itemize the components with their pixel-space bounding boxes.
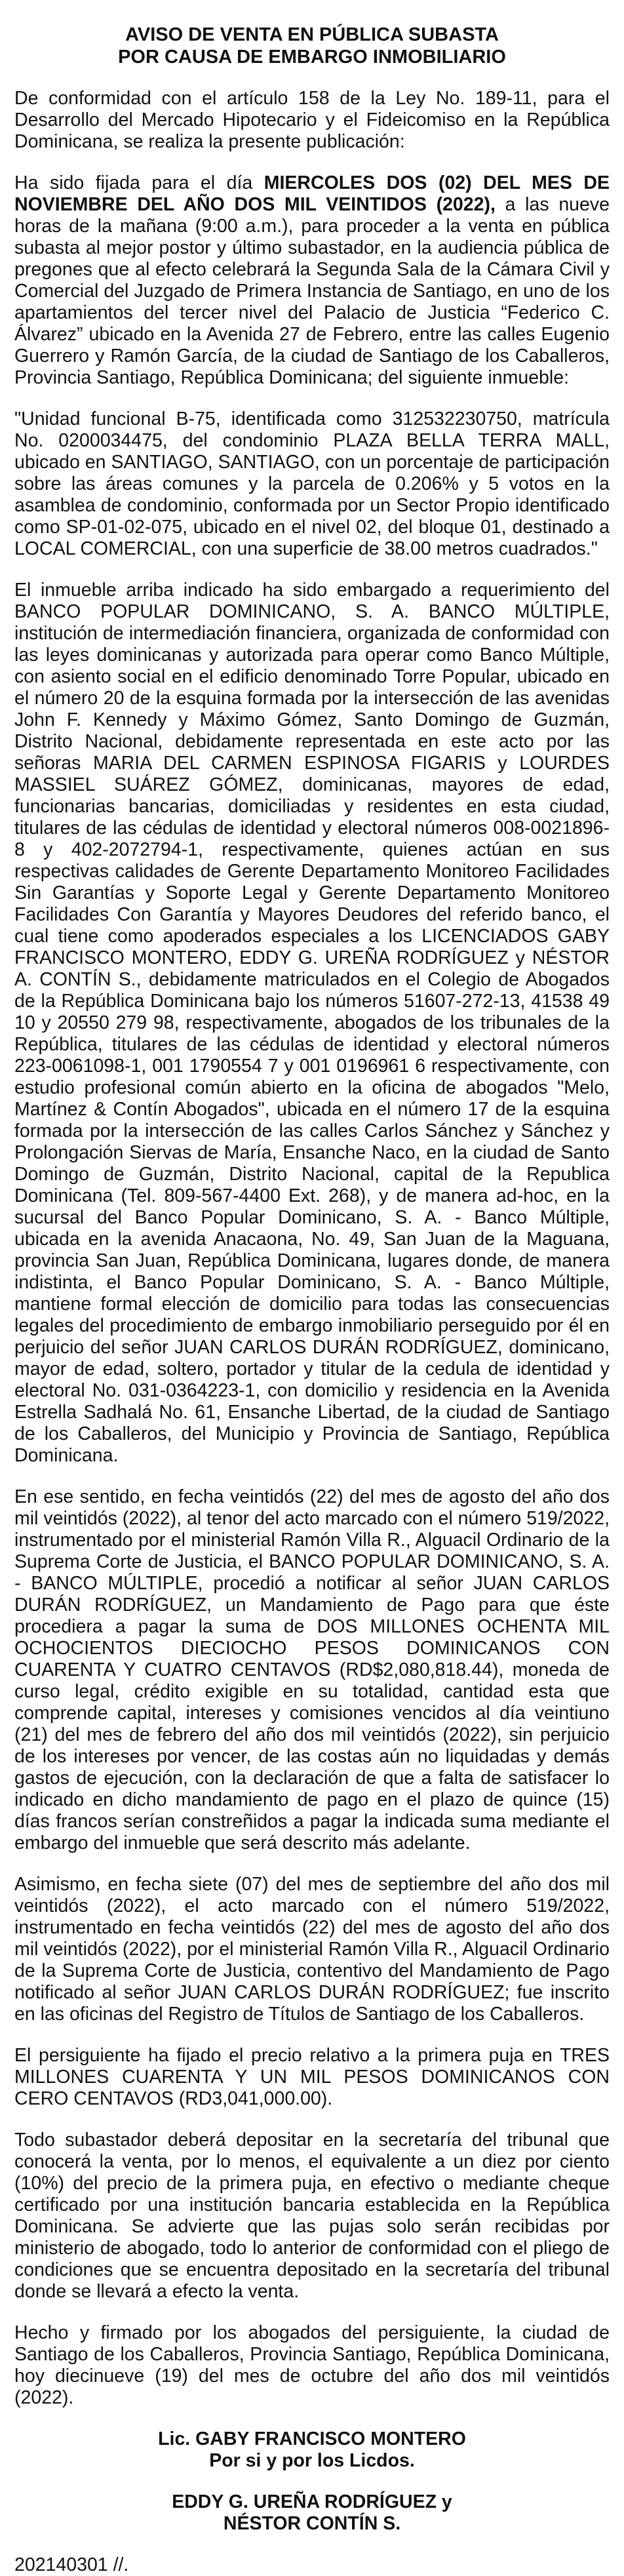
signature-block-2	[14, 2491, 610, 2535]
reference-number: 202140301 //.	[14, 2554, 129, 2575]
signature-2-name-cont: NÉSTOR CONTÍN S.	[223, 2513, 401, 2534]
payment-order-paragraph: En ese sentido, en fecha veintidós (22) del mes de agosto del año dos mil veintidós (2022), al tenor del acto marcado con el número 519/2022, instrumentado por el ministerial Ramón Villa R., Alguacil Ordinario de la Suprema Corte de Justicia, el BANCO POPULAR DOMINICANO, S. A. - BANCO MÚLTIPLE, procedió a notificar al señor JUAN CARLOS DURÁN RODRÍGUEZ, un Mandamiento de Pago para que éste procediera a pagar la suma de DOS MILLONES OCHENTA MIL OCHOCIENTOS DIECIOCHO PESOS DOMINICANOS CON CUARENTA Y CUATRO CENTAVOS (RD$2,080,818.44), moneda de curso legal, crédito exigible en su totalidad, cantidad esta que comprende capital, intereses y comisiones vencidos al día veintiuno (21) del mes de febrero del año dos mil veintidós (2022), sin perjuicio de los intereses por vencer, de las costas aún no liquidadas y demás gastos de ejecución, con la declaración de que a falta de satisfacer lo indicado en dicho mandamiento de pago en el plazo de quince (15) días francos serían constreñidos a pagar la indicada suma mediante el embargo del inmueble que será descrito más adelante.	[14, 1486, 610, 1853]
intro-paragraph: De conformidad con el artículo 158 de la Ley No. 189-11, para el Desarrollo del Mercado Hipotecario y el Fideicomiso en la República Dominicana, se realiza la presente publicación:	[14, 88, 610, 152]
auction-date-details: a las nueve horas de la mañana (9:00 a.m.), para proceder a la venta en pública subasta al mejor postor y último subastador, en la audiencia pública de pregones que al efecto celebrará la Segunda Sala de la Cámara Civil y Comercial del Juzgado de Primera Instancia de Santiago, en uno de los apartamientos del tercer nivel del Palacio de Justicia “Federico C. Álvarez” ubicado en la Avenida 27 de Febrero, entre las calles Eugenio Guerrero y Ramón García, de la ciudad de Santiago de los Caballeros, Provincia Santiago, República Dominicana; del siguiente inmueble:	[14, 194, 610, 388]
signing-date-paragraph: Hecho y firmado por los abogados del persiguiente, la ciudad de Santiago de los Caballeros, Provincia Santiago, República Dominicana, hoy diecinueve (19) del mes de octubre del año dos mil veintidós (2022).	[14, 2322, 610, 2408]
bidder-deposit-paragraph: Todo subastador deberá depositar en la secretaría del tribunal que conocerá la venta, por lo menos, el equivalente a un diez por ciento (10%) del precio de la primera puja, en efectivo o mediante cheque certificado por una institución bancaria establecida en la República Dominicana. Se advierte que las pujas solo serán recibidas por ministerio de abogado, todo lo anterior de conformidad con el pliego de condiciones que se encuentra depositado en la secretaría del tribunal donde se llevará a efecto la venta.	[14, 2130, 610, 2302]
seizure-parties-paragraph: El inmueble arriba indicado ha sido embargado a requerimiento del BANCO POPULAR DOMINICANO, S. A. BANCO MÚLTIPLE, institución de intermediación financiera, organizada de conformidad con las leyes dominicanas y autorizada para operar como Banco Múltiple, con asiento social en el edificio denominado Torre Popular, ubicado en el número 20 de la esquina formada por la intersección de las avenidas John F. Kennedy y Máximo Gómez, Santo Domingo de Guzmán, Distrito Nacional, debidamente representada en este acto por las señoras MARIA DEL CARMEN ESPINOSA FIGARIS y LOURDES MASSIEL SUÁREZ GÓMEZ, dominicanas, mayores de edad, funcionarias bancarias, domiciliadas y residentes en esta ciudad, titulares de las cédulas de identidad y electoral números 008-0021896-8 y 402-2072794-1, respectivamente, quienes actúan en sus respectivas calidades de Gerente Departamento Monitoreo Facilidades Sin Garantías y Soporte Legal y Gerente Departamento Monitoreo Facilidades Con Garantía y Mayores Deudores del referido banco, el cual tiene como apoderados especiales a los LICENCIADOS GABY FRANCISCO MONTERO, EDDY G. UREÑA RODRÍGUEZ y NÉSTOR A. CONTÍN S., debidamente matriculados en el Colegio de Abogados de la República Dominicana bajo los números 51607-272-13, 41538 49 10 y 20550 279 98, respectivamente, abogados de los tribunales de la República, titulares de las cédulas de identidad y electoral números 223-0061098-1, 001 1790554 7 y 001 0196961 6 respectivamente, con estudio profesional común abierto en la oficina de abogados "Melo, Martínez & Contín Abogados", ubicada en el número 17 de la esquina formada por la intersección de las calles Carlos Sánchez y Sánchez y Prolongación Siervas de María, Ensanche Naco, en la ciudad de Santo Domingo de Guzmán, Distrito Nacional, capital de la Republica Dominicana (Tel. 809-567-4400 Ext. 268), y de manera ad-hoc, en la sucursal del Banco Popular Dominicano, S. A. - Banco Múltiple, ubicada en la avenida Anacaona, No. 49, San Juan de la Maguana, provincia San Juan, República Dominicana, lugares donde, de manera indistinta, el Banco Popular Dominicano, S. A. - Banco Múltiple, mantiene formal elección de domicilio para todas las consecuencias legales del procedimiento de embargo inmobiliario perseguido por él en perjuicio del señor JUAN CARLOS DURÁN RODRÍGUEZ, dominicano, mayor de edad, soltero, portador y titular de la cedula de identidad y electoral No. 031-0364223-1, con domicilio y residencia en la Avenida Estrella Sadhalá No. 61, Ensanche Libertad, de la ciudad de Santiago de los Caballeros, del Municipio y Provincia de Santiago, República Dominicana.	[14, 580, 610, 1466]
notice-title	[14, 24, 610, 68]
signature-2-name: EDDY G. UREÑA RODRÍGUEZ y	[172, 2491, 452, 2512]
auction-date-lead: Ha sido fijada para el día	[14, 172, 264, 193]
signature-block-1	[14, 2428, 610, 2472]
notice-title-line-2: POR CAUSA DE EMBARGO INMOBILIARIO	[118, 47, 506, 68]
signature-1-name: Lic. GABY FRANCISCO MONTERO	[158, 2428, 466, 2449]
first-bid-price-paragraph: El persiguiente ha fijado el precio relativo a la primera puja en TRES MILLONES CUARENTA Y UN MIL PESOS DOMINICANOS CON CERO CENTAVOS (RD3,041,000.00).	[14, 2045, 610, 2109]
notice-title-line-1: AVISO DE VENTA EN PÚBLICA SUBASTA	[125, 24, 499, 45]
auction-date-highlight: MIERCOLES DOS (02) DEL MES DE NOVIEMBRE DEL AÑO DOS MIL VEINTIDOS (2022),	[14, 172, 610, 215]
property-description-paragraph: "Unidad funcional B-75, identificada como 312532230750, matrícula No. 0200034475, del condominio PLAZA BELLA TERRA MALL, ubicado en SANTIAGO, SANTIAGO, con un porcentaje de participación sobre las áreas comunes y la parcela de 0.206% y 5 votos en la asamblea de condominio, conformada por un Sector Propio identificado como SP-01-02-075, ubicado en el nivel 02, del bloque 01, destinado a LOCAL COMERCIAL, con una superficie de 38.00 metros cuadrados."	[14, 408, 610, 559]
signature-1-note: Por si y por los Licdos.	[209, 2450, 415, 2471]
registration-paragraph: Asimismo, en fecha siete (07) del mes de septiembre del año dos mil veintidós (2022), el acto marcado con el número 519/2022, instrumentado en fecha veintidós (22) del mes de agosto del año dos mil veintidós (2022), por el ministerial Ramón Villa R., Alguacil Ordinario de la Suprema Corte de Justicia, contentivo del Mandamiento de Pago notificado al señor JUAN CARLOS DURÁN RODRÍGUEZ; fue inscrito en las oficinas del Registro de Títulos de Santiago de los Caballeros.	[14, 1874, 610, 2025]
auction-date-paragraph	[14, 172, 610, 389]
